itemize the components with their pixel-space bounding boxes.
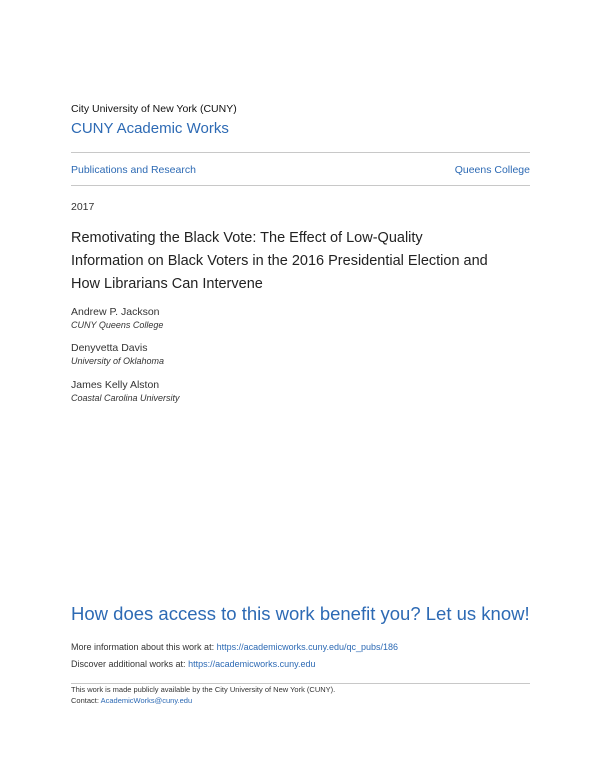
work-url-link[interactable]: https://academicworks.cuny.edu/qc_pubs/186 (216, 642, 399, 652)
series-divider (71, 185, 530, 186)
repository-link[interactable]: CUNY Academic Works (71, 120, 229, 137)
author-name: James Kelly Alston (71, 379, 160, 391)
author-affiliation: CUNY Queens College (71, 320, 164, 330)
collection-link[interactable]: Publications and Research (71, 164, 196, 176)
discover-line (71, 659, 315, 669)
contact-label: Contact: (71, 696, 101, 705)
author-affiliation: Coastal Carolina University (71, 393, 180, 403)
feedback-link[interactable]: How does access to this work benefit you? Let us know! (71, 603, 530, 624)
discover-label: Discover additional works at: (71, 659, 189, 669)
title-line: Information on Black Voters in the 2016 Presidential Election and (71, 253, 488, 269)
contact-line (71, 696, 192, 705)
more-info-line (71, 642, 398, 652)
repository-url-link[interactable]: https://academicworks.cuny.edu (188, 659, 316, 669)
document-title (71, 227, 541, 296)
publication-year: 2017 (71, 201, 95, 213)
author-name: Andrew P. Jackson (71, 306, 160, 318)
author-affiliation: University of Oklahoma (71, 356, 165, 366)
college-link[interactable]: Queens College (454, 164, 530, 176)
title-line: How Librarians Can Intervene (71, 276, 263, 292)
author-name: Denyvetta Davis (71, 342, 148, 354)
author-entry (71, 342, 164, 367)
author-entry (71, 306, 163, 331)
availability-note: This work is made publicly available by the City University of New York (CUNY). (71, 685, 336, 694)
title-line: Remotivating the Black Vote: The Effect of Low-Quality (71, 230, 423, 246)
author-entry (71, 379, 180, 404)
university-name: City University of New York (CUNY) (71, 103, 237, 115)
contact-email-link[interactable]: AcademicWorks@cuny.edu (100, 696, 193, 705)
top-divider (71, 152, 530, 153)
more-info-label: More information about this work at: (71, 642, 217, 652)
footer-divider (71, 683, 530, 684)
